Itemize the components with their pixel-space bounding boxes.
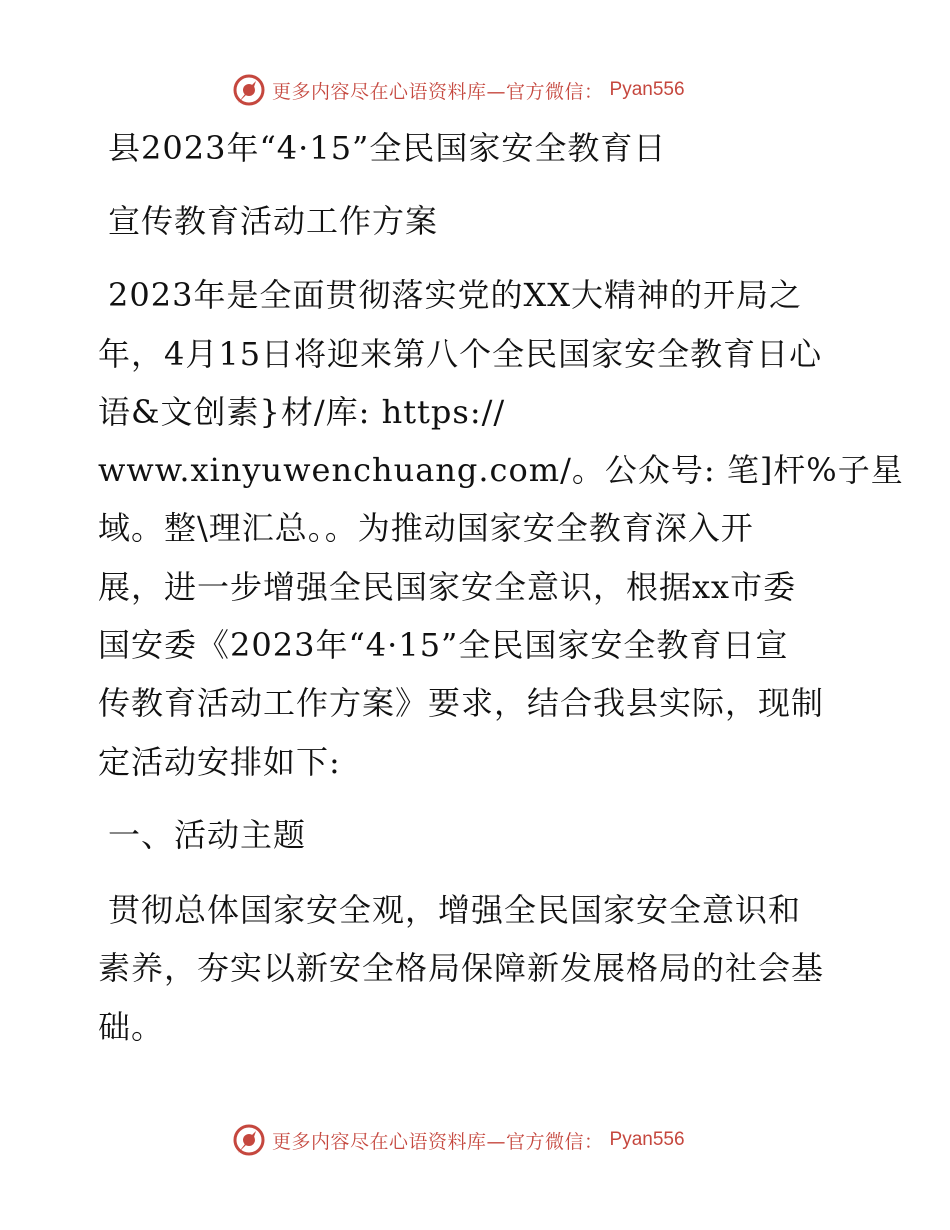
intro-paragraph-line: 传教育活动工作方案》要求，结合我县实际，现制: [98, 684, 825, 722]
quill-logo-icon: [232, 1123, 266, 1157]
watermark-footer: [232, 1122, 685, 1158]
watermark-wechat-id: Pyan556: [609, 79, 685, 100]
watermark-wechat-id: Pyan556: [609, 1129, 685, 1150]
intro-paragraph-line: 域。整\理汇总。。为推动国家安全教育深入开: [98, 509, 754, 547]
quill-logo-icon: [232, 73, 266, 107]
intro-paragraph-line: www.xinyuwenchuang.com/。公众号: 笔]杆%子星: [98, 451, 904, 489]
intro-paragraph-line: 展，进一步增强全民国家安全意识，根据xx市委: [98, 568, 797, 606]
intro-paragraph-line: 年，4月15日将迎来第八个全民国家安全教育日心: [98, 335, 823, 373]
section-heading-theme: 一、活动主题: [108, 816, 307, 854]
watermark-text: 更多内容尽在心语资料库—官方微信：: [272, 80, 604, 103]
intro-paragraph-line: 2023年是全面贯彻落实党的XX大精神的开局之: [108, 276, 803, 314]
document-title-line-2: 宣传教育活动工作方案: [108, 202, 439, 240]
watermark-text: 更多内容尽在心语资料库—官方微信：: [272, 1130, 604, 1153]
intro-paragraph-line: 定活动安排如下:: [98, 743, 341, 781]
intro-paragraph-line: 语&文创素}材/库: https://: [98, 393, 506, 431]
document-title-line-1: 县2023年“4·15”全民国家安全教育日: [108, 129, 667, 167]
watermark-header: [232, 72, 685, 108]
section-paragraph-line: 础。: [98, 1008, 165, 1046]
section-paragraph-line: 素养，夯实以新安全格局保障新发展格局的社会基: [98, 949, 825, 987]
intro-paragraph-line: 国安委《2023年“4·15”全民国家安全教育日宣: [98, 626, 789, 664]
section-paragraph-line: 贯彻总体国家安全观，增强全民国家安全意识和: [108, 891, 802, 929]
